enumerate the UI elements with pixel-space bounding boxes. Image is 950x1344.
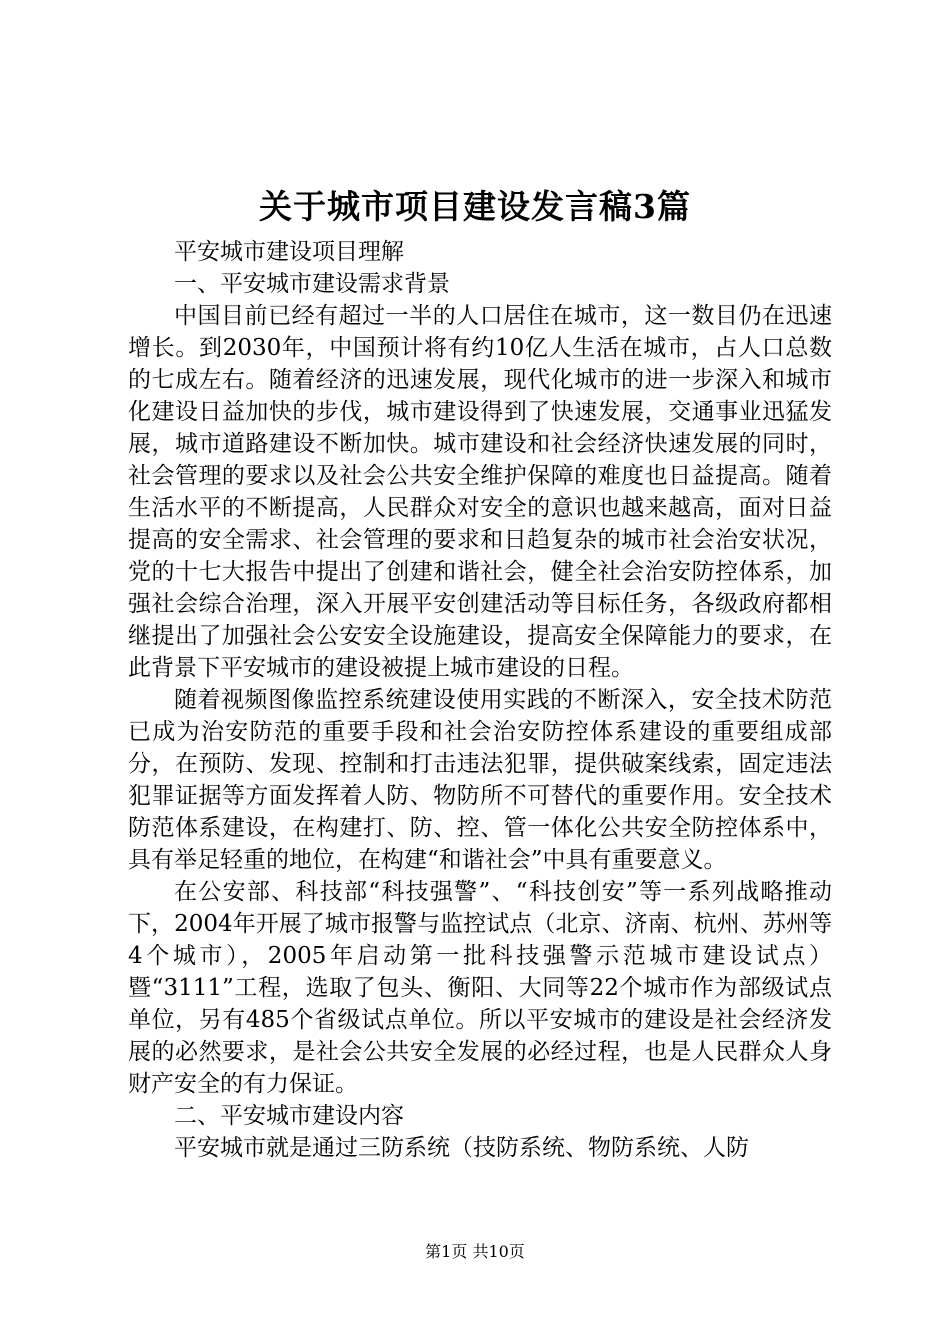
paragraph-subtitle: 平安城市建设项目理解: [174, 239, 404, 265]
document-title: 关于城市项目建设发言稿3篇: [259, 187, 691, 226]
section-heading-1: 一、平安城市建设需求背景: [174, 271, 450, 297]
page-footer: 第1页 共10页: [425, 1242, 525, 1261]
section-heading-2: 二、平安城市建设内容: [174, 1103, 404, 1129]
paragraph: 随着视频图像监控系统建设使用实践的不断深入，安全技术防范已成为治安防范的重要手段和社会治安防控体系建设的重要组成部分，在预防、发现、控制和打击违法犯罪，提供破案线索，固定违法犯罪证据等方面发挥着人防、物防所不可替代的重要作用。安全技术防范体系建设，在构建打、防、控、管一体化公共安全防控体系中，具有举足轻重的地位，在构建“和谐社会”中具有重要意义。: [128, 687, 832, 873]
paragraph: 平安城市就是通过三防系统（技防系统、物防系统、人防: [174, 1135, 749, 1161]
paragraph: 在公安部、科技部“科技强警”、“科技创安”等一系列战略推动下，2004年开展了城市报警与监控试点（北京、济南、杭州、苏州等4个城市），2005年启动第一批科技强警示范城市建设试点）暨“3111”工程，选取了包头、衡阳、大同等22个城市作为部级试点单位，另有485个省级试点单位。所以平安城市的建设是社会经济发展的必然要求，是社会公共安全发展的必经过程，也是人民群众人身财产安全的有力保证。: [128, 879, 832, 1097]
document-body: [128, 236, 832, 1164]
paragraph: 中国目前已经有超过一半的人口居住在城市，这一数目仍在迅速增长。到2030年，中国预计将有约10亿人生活在城市，占人口总数的七成左右。随着经济的迅速发展，现代化城市的进一步深入和城市化建设日益加快的步伐，城市建设得到了快速发展，交通事业迅猛发展，城市道路建设不断加快。城市建设和社会经济快速发展的同时，社会管理的要求以及社会公共安全维护保障的难度也日益提高。随着生活水平的不断提高，人民群众对安全的意识也越来越高，面对日益提高的安全需求、社会管理的要求和日趋复杂的城市社会治安状况，党的十七大报告中提出了创建和谐社会，健全社会治安防控体系，加强社会综合治理，深入开展平安创建活动等目标任务，各级政府都相继提出了加强社会公安安全设施建设，提高安全保障能力的要求，在此背景下平安城市的建设被提上城市建设的日程。: [128, 303, 832, 681]
